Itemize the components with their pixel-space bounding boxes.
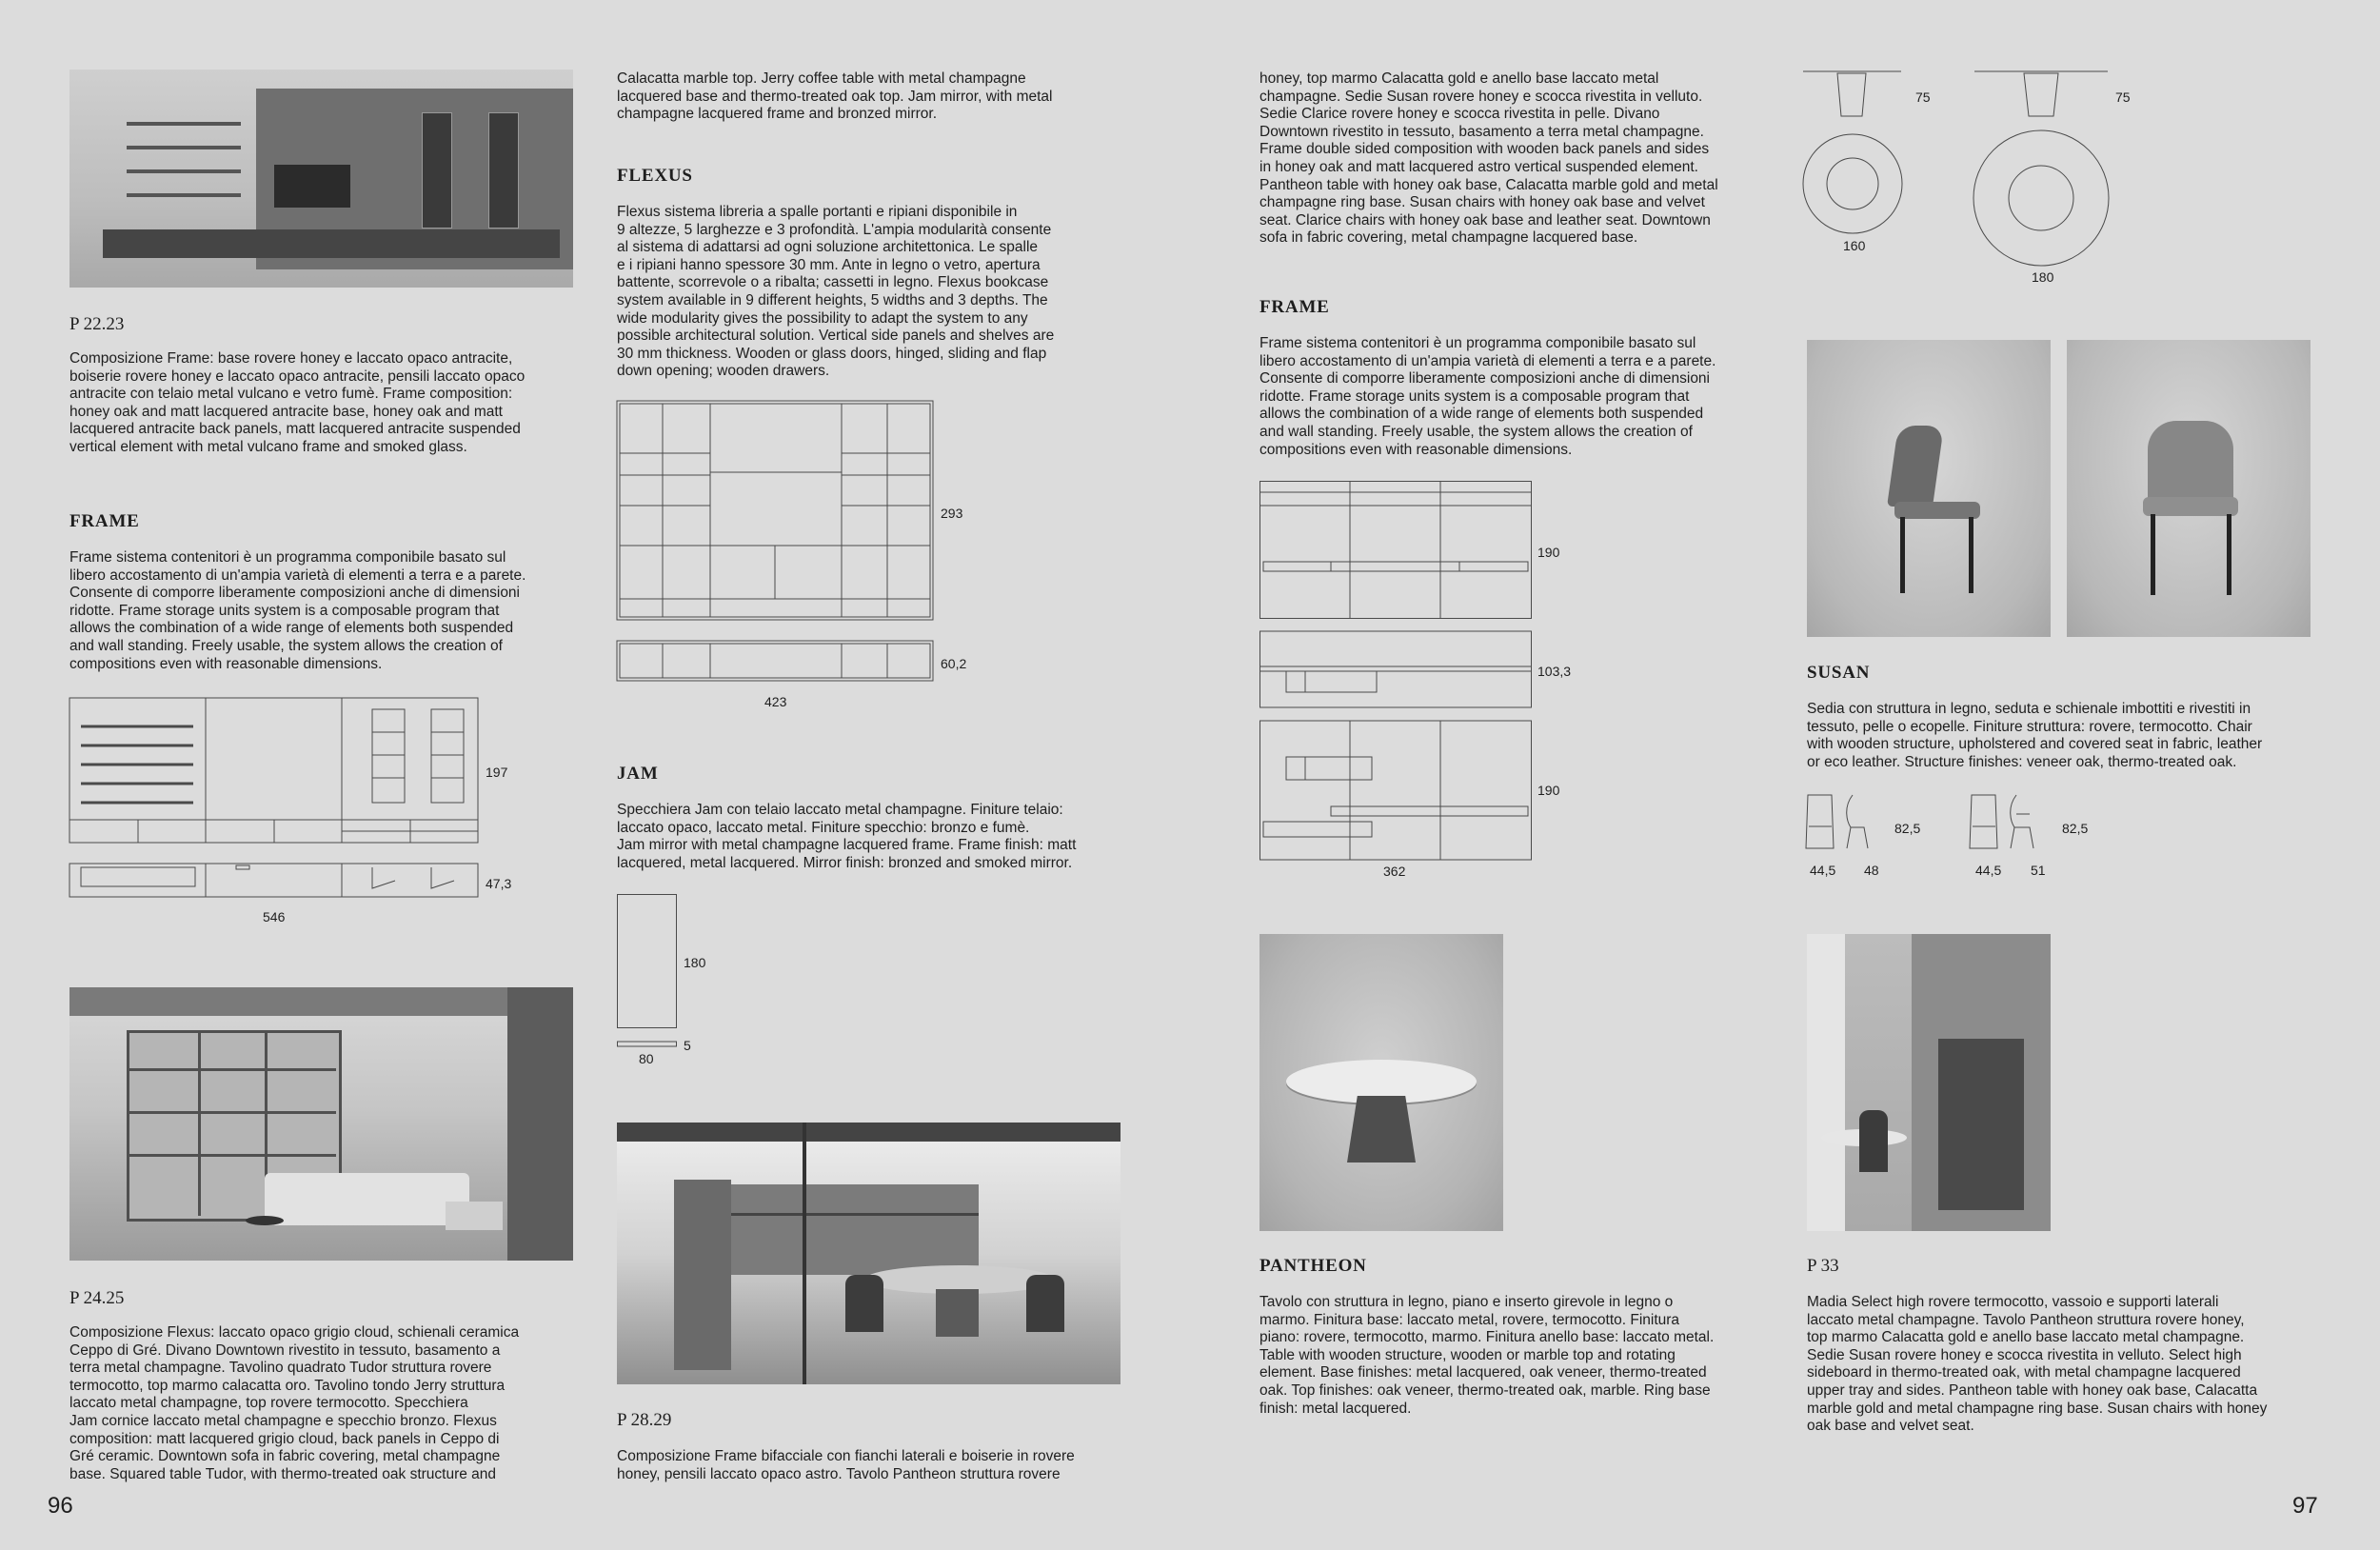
caption-24-25: Composizione Flexus: laccato opaco grigio cloud, schienali ceramica Ceppo di Gré. Divano Downtown rivestito in tessuto, basamento a terra metal champagne. Tavolino quadrato Tudor struttura rovere termocotto, top marmo calacatta oro. Tavolino tondo Jerry struttura laccato metal champagne, top rovere termocotto. Specchiera Jam cornice laccato metal champagne e specchio bronzo. Flexus composition: matt lacquered grigio cloud, back panels in Ceppo di Gré ceramic. Downtown sofa in fabric covering, metal champagne base. Squared table Tudor, with thermo-treated oak structure and [69,1324,520,1482]
caption-33: Madia Select high rovere termocotto, vassoio e supporti laterali laccato metal champagne. Tavolo Pantheon struttura rovere honey, top marmo Calacatta gold e anello base laccato metal champagne. Sedie Susan rovere honey e scocca rivestita in velluto. Select high sideboard in thermo-treated oak, with metal champagne lacquered upper tray and sides. Pantheon table with honey oak base, Calacatta marble gold and metal champagne ring base. Susan chairs with honey oak base and velvet seat. [1807,1294,2268,1435]
frame-heading-left: FRAME [69,511,140,531]
table-dim-h-small: 75 [1915,89,1931,105]
chair-dim-d2: 51 [2031,863,2046,878]
frame-elevation-drawing [69,698,479,898]
page-ref-22-23: P 22.23 [69,314,125,334]
chair-dim-w1: 44,5 [1810,863,1836,878]
frame-description-left: Frame sistema contenitori è un programma componibile basato sul libero accostamento di un'ampia varietà di elementi a terra e a parete. Consente di comporre liberamente composizioni anche di dimensioni ridotte. Frame storage units system is a composable program that allows the combination of a wide range of elements both suspended and wall standing. Freely usable, the system allows the creation of compositions even with reasonable dimensions. [69,549,526,672]
flexus-description: Flexus sistema libreria a spalle portanti e ripiani disponibile in 9 altezze, 5 larghezze e 3 profondità. L'ampia modularità consente al sistema di adattarsi ad ogni soluzione architettonica. Le spalle e i ripiani hanno spessore 30 mm. Ante in legno o vetro, apertura battente, scorrevole o a ribalta; cassetti in legno. Flexus bookcase system available in 9 different heights, 5 widths and 3 depths. The wide modularity gives the possibility to adapt the system to any possible architectural solution. Vertical side panels and shelves are 30 mm thickness. Wooden or glass doors, hinged, sliding and flap down opening; wooden drawers. [617,204,1055,380]
caption-24-25-continued: Calacatta marble top. Jerry coffee table with metal champagne lacquered base and thermo-treated oak top. Jam mirror, with metal champagne lacquered frame and bronzed mirror. [617,70,1053,123]
frame-heading-right: FRAME [1259,297,1330,317]
table-dim-h-large: 75 [2115,89,2131,105]
frame-double-sided-drawing [1259,481,1534,862]
flexus-dim-width: 423 [764,694,787,709]
jam-dim-depth: 5 [684,1038,691,1053]
photo-frame-dining-room [617,1123,1121,1384]
frame-dim-depth: 47,3 [486,876,512,891]
jam-dim-width: 80 [639,1051,654,1066]
page-ref-28-29: P 28.29 [617,1410,672,1430]
susan-chair-drawings [1805,793,2062,860]
flexus-dim-height: 293 [941,506,963,521]
table-dim-d-small: 160 [1843,238,1866,253]
caption-28-29: Composizione Frame bifacciale con fianchi laterali e boiserie in rovere honey, pensili laccato opaco astro. Tavolo Pantheon struttura rovere [617,1448,1075,1482]
photo-susan-chair-arms [2067,340,2311,637]
page-number-left: 96 [48,1493,73,1519]
chair-dim-h1: 82,5 [1894,821,1921,836]
pantheon-description: Tavolo con struttura in legno, piano e inserto girevole in legno o marmo. Finitura base: laccato metal, rovere, termocotto. Finitura piano: rovere, termocotto, marmo. Finitura anello base: laccato metal. Table with wooden structure, wooden or marble top and rotating element. Base finishes: metal lacquered, oak veneer, thermo-treated oak. Top finishes: oak veneer, thermo-treated oak, marble. Ring base finish: metal lacquered. [1259,1294,1715,1417]
caption-28-29-continued: honey, top marmo Calacatta gold e anello base laccato metal champagne. Sedie Susan rovere honey e scocca rivestita in velluto. Sedie Clarice rovere honey e scocca rivestita in pelle. Divano Downtown rivestito in tessuto, basamento a terra metal champagne. Frame double sided composition with wooden back panels and sides in honey oak and matt lacquered astro vertical suspended element. Pantheon table with honey oak base, Calacatta marble gold and metal champagne ring base. Susan chairs with honey oak base and velvet seat. Clarice chairs with honey oak base and leather seat. Downtown sofa in fabric covering, metal champagne lacquered base. [1259,70,1718,247]
chair-dim-h2: 82,5 [2062,821,2089,836]
pantheon-heading: PANTHEON [1259,1256,1367,1276]
susan-heading: SUSAN [1807,663,1871,683]
frame-description-right: Frame sistema contenitori è un programma componibile basato sul libero accostamento di un'ampia varietà di elementi a terra e a parete. Consente di comporre liberamente composizioni anche di dimensioni ridotte. Frame storage units system is a composable program that allows the combination of a wide range of elements both suspended and wall standing. Freely usable, the system allows the creation of compositions even with reasonable dimensions. [1259,335,1716,458]
chair-dim-w2: 44,5 [1975,863,2002,878]
frame-dim-h2: 103,3 [1537,664,1572,679]
flexus-dim-depth: 60,2 [941,656,967,671]
flexus-heading: FLEXUS [617,166,693,186]
jam-description: Specchiera Jam con telaio laccato metal champagne. Finiture telaio: laccato opaco, laccato metal. Finiture specchio: bronzo e fumè. Jam mirror with metal champagne lacquered frame. Frame finish: matt lacquered, metal lacquered. Mirror finish: bronzed and smoked mirror. [617,802,1077,871]
frame-dim-h1: 190 [1537,545,1560,560]
frame-dim-width: 546 [263,909,286,924]
page-number-right: 97 [2292,1493,2318,1519]
jam-dim-height: 180 [684,955,706,970]
frame-dim-width-right: 362 [1383,864,1406,879]
photo-select-sideboard [1807,934,2051,1231]
susan-description: Sedia con struttura in legno, seduta e schienale imbottiti e rivestiti in tessuto, pelle o ecopelle. Finiture struttura: rovere, termocotto. Chair with wooden structure, upholstered and covered seat in fabric, leather or eco leather. Structure finishes: veneer oak, thermo-treated oak. [1807,701,2263,770]
photo-flexus-living-room [69,987,573,1261]
flexus-elevation-drawing [617,401,936,686]
caption-22-23: Composizione Frame: base rovere honey e laccato opaco antracite, boiserie rovere honey e laccato opaco antracite, pensili laccato opaco antracite con telaio metal vulcano e vetro fumè. Frame composition: honey oak and matt lacquered antracite base, honey oak and matt lacquered antracite back panels, matt lacquered antracite suspended vertical element with metal vulcano frame and smoked glass. [69,350,526,455]
jam-mirror-drawing [617,894,679,1048]
photo-pantheon-table [1259,934,1503,1231]
photo-frame-wall-unit [69,70,573,288]
frame-dim-height: 197 [486,765,508,780]
chair-dim-d1: 48 [1864,863,1879,878]
jam-heading: JAM [617,764,659,784]
page-ref-24-25: P 24.25 [69,1288,125,1308]
photo-susan-chair-side [1807,340,2051,637]
page-ref-33: P 33 [1807,1256,1839,1276]
table-dim-d-large: 180 [2032,269,2054,285]
frame-dim-h3: 190 [1537,783,1560,798]
